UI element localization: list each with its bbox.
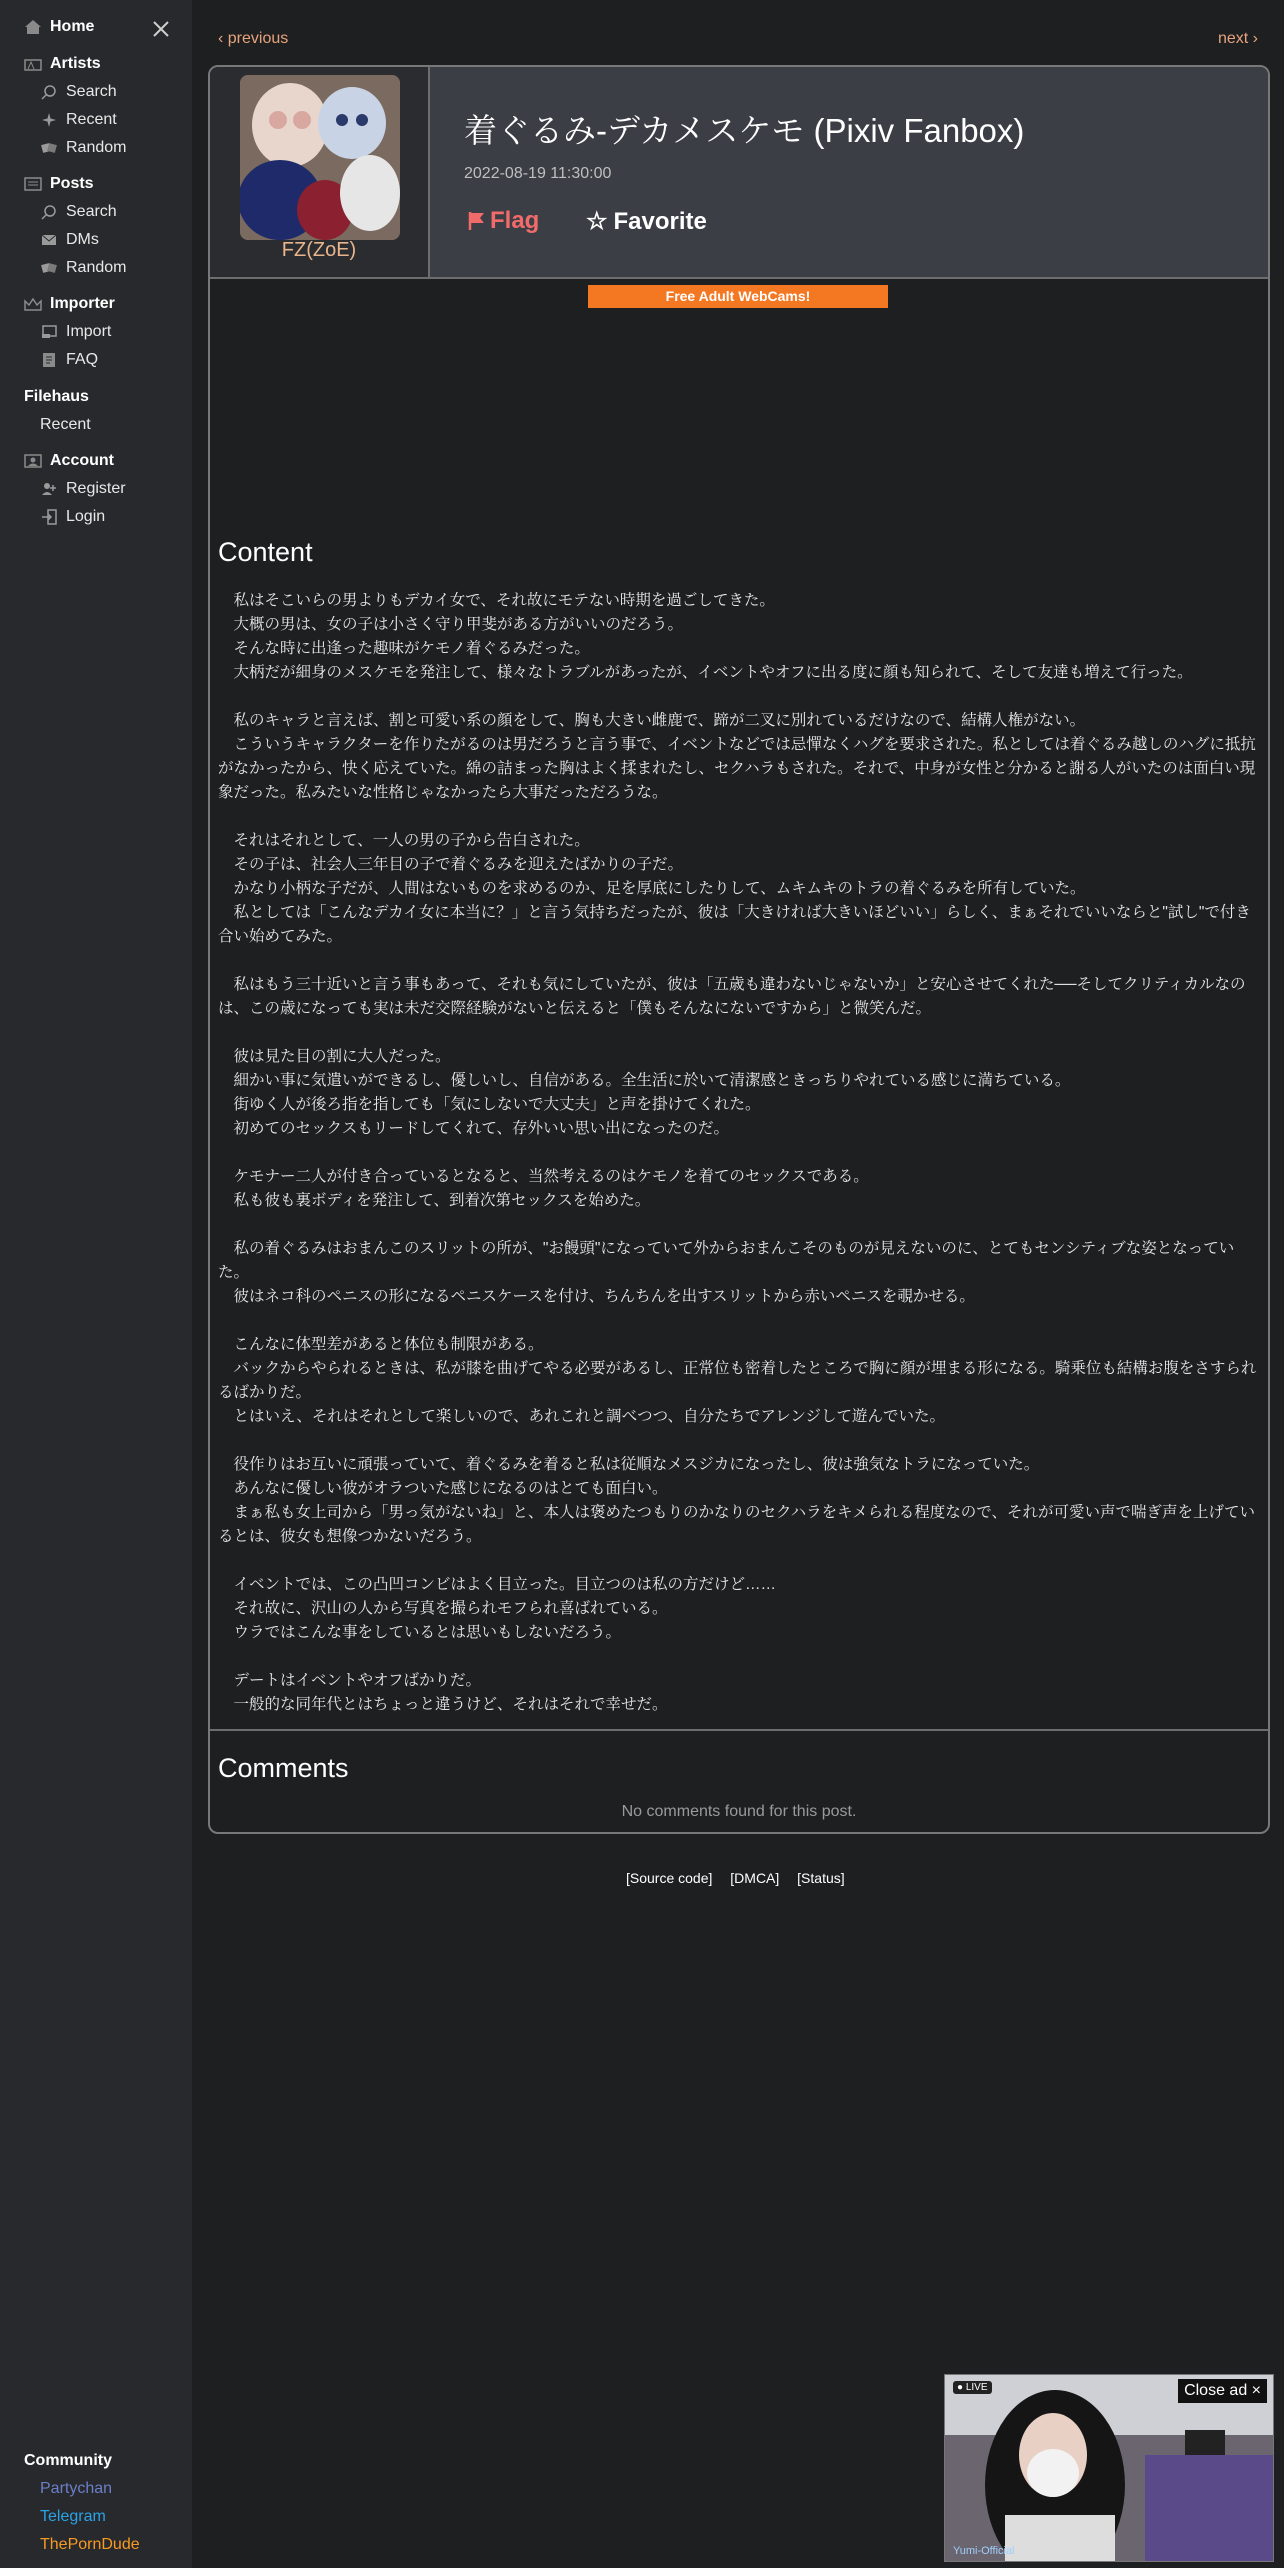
posts-icon [24, 177, 42, 191]
sidebar [0, 0, 192, 2568]
sidebar-item-register[interactable] [40, 480, 126, 498]
sidebar-item-label: Recent [40, 416, 91, 433]
post-card [208, 65, 1270, 1834]
content-line: 一般的な同年代とはちょっと違うけど、それはそれで幸せだ。 [218, 1696, 668, 1713]
flag-label: Flag [490, 207, 540, 234]
content-line: デートはイベントやオフばかりだ。 [218, 1672, 482, 1689]
sidebar-item-filehaus-recent[interactable] [40, 416, 91, 434]
sidebar-community-title: Community [24, 2452, 112, 2469]
paragraph-gap [218, 805, 1260, 829]
content-heading: Content [218, 537, 313, 567]
sidebar-section-account [24, 452, 114, 470]
post-header [210, 67, 1268, 279]
content-line: こんなに体型差があると体位も制限がある。 [218, 1336, 544, 1353]
sidebar-item-label: Recent [66, 111, 117, 128]
sidebar-item-label: Search [66, 203, 117, 220]
artist-thumbnail[interactable] [210, 67, 430, 277]
importer-icon [24, 297, 42, 311]
webcam-ad-banner[interactable]: Free Adult WebCams! [588, 285, 888, 308]
live-badge: ● LIVE [953, 2381, 992, 2394]
flag-icon [468, 211, 486, 231]
sidebar-section-filehaus [24, 388, 89, 406]
next-link[interactable]: next › [1217, 30, 1258, 47]
sidebar-section-posts [24, 175, 94, 193]
content-line: 彼は見た目の割に大人だった。 [218, 1048, 451, 1065]
comments-heading: Comments [218, 1753, 349, 1783]
sidebar-home-label: Home [50, 18, 95, 35]
register-icon [40, 482, 58, 496]
source-code-link[interactable]: [Source code] [626, 1870, 713, 1886]
content-line: 大柄だが細身のメスケモを発注して、様々なトラブルがあったが、イベントやオフに出る度に顔も知られて、そして友達も増えて行った。 [218, 664, 1193, 681]
close-icon[interactable] [152, 20, 170, 38]
sidebar-item-label: Register [66, 480, 126, 497]
content-line: 彼はネコ科のペニスの形になるペニスケースを付け、ちんちんを出すスリットから赤いペニスを覗かせる。 [218, 1288, 975, 1305]
paragraph-gap [218, 685, 1260, 709]
sidebar-item-artists-recent[interactable] [40, 111, 117, 129]
sidebar-item-posts-dms[interactable] [40, 231, 99, 249]
paragraph-gap [218, 1213, 1260, 1237]
paragraph-gap [218, 1309, 1260, 1333]
content-line: 私としては「こんなデカイ女に本当に？」と言う気持ちだったが、彼は「大きければ大きいほどいい」らしく、まぁそれでいいならと"試し"で付き合い始めてみた。 [218, 904, 1251, 945]
artist-avatar [240, 75, 400, 240]
paragraph-gap [218, 1021, 1260, 1045]
sidebar-account-title: Account [50, 452, 114, 469]
content-line: それ故に、沢山の人から写真を撮られモフられ喜ばれている。 [218, 1600, 668, 1617]
sidebar-item-home[interactable] [24, 18, 94, 36]
ad-username: Yumi-Official [953, 2545, 1015, 2557]
favorite-button[interactable] [586, 207, 707, 236]
footer-links [626, 1870, 859, 1886]
content-line: ケモナー二人が付き合っているとなると、当然考えるのはケモノを着てのセックスである。 [218, 1168, 869, 1185]
artists-icon [24, 57, 42, 71]
paragraph-gap [218, 949, 1260, 973]
content-line: 私のキャラと言えば、割と可愛い系の顔をして、胸も大きい雌鹿で、蹄が二叉に別れているだけなので、結構人権がない。 [218, 712, 1086, 729]
star-icon: ☆ [586, 208, 608, 235]
content-line: あんなに優しい彼がオラついた感じになるのはとても面白い。 [218, 1480, 668, 1497]
status-link[interactable]: [Status] [797, 1870, 845, 1886]
post-date: 2022-08-19 11:30:00 [464, 165, 612, 182]
sidebar-section-artists [24, 55, 101, 73]
sidebar-item-posts-search[interactable] [40, 203, 117, 221]
sidebar-item-import[interactable] [40, 323, 111, 341]
content-line: まぁ私も女上司から「男っ気がないね」と、本人は褒めたつもりのかなりのセクハラをキメられる程度なので、それが可愛い声で喘ぎ声を上げているとは、彼女も想像つかないだろう。 [218, 1504, 1255, 1545]
sidebar-item-label: DMs [66, 231, 99, 248]
paragraph-gap [218, 1549, 1260, 1573]
sidebar-item-login[interactable] [40, 508, 105, 526]
content-line: 私も彼も裏ボディを発注して、到着次第セックスを始めた。 [218, 1192, 651, 1209]
account-icon [24, 454, 42, 468]
paragraph-gap [218, 1645, 1260, 1669]
sidebar-posts-title: Posts [50, 175, 94, 192]
content-line: とはいえ、それはそれとして楽しいので、あれこれと調べつつ、自分たちでアレンジして遊んでいた。 [218, 1408, 945, 1425]
content-line: イベントでは、この凸凹コンビはよく目立った。目立つのは私の方だけど…… [218, 1576, 777, 1593]
sidebar-section-importer [24, 295, 115, 313]
content-line: こういうキャラクターを作りたがるのは男だろうと言う事で、イベントなどでは忌憚なくハグを要求された。私としては着ぐるみ越しのハグに抵抗がなかったから、快く応えていた。綿の詰まった胸はよく揉まれたし、セクハラもされた。それで、中身が女性と分かると謝る人がいたのは面白い現象だった。私みたいな性格じゃなかったら大事だっただろうな。 [218, 736, 1256, 801]
sidebar-filehaus-title: Filehaus [24, 388, 89, 405]
home-icon [24, 20, 42, 34]
sidebar-item-label: Import [66, 323, 112, 340]
content-line: 私はそこいらの男よりもデカイ女で、それ故にモテない時期を過ごしてきた。 [218, 592, 775, 609]
video-ad[interactable] [944, 2374, 1274, 2562]
content-line: 私の着ぐるみはおまんこのスリットの所が、"お饅頭"になっていて外からおまんこそのものが見えないのに、とてもセンシティブな姿となっていた。 [218, 1240, 1235, 1281]
content-line: 役作りはお互いに頑張っていて、着ぐるみを着ると私は従順なメスジカになったし、彼は強気なトラになっていた。 [218, 1456, 1040, 1473]
favorite-label: Favorite [613, 207, 707, 235]
post-title: 着ぐるみ-デカメスケモ (Pixiv Fanbox) [464, 112, 1025, 149]
content-line: その子は、社会人三年目の子で着ぐるみを迎えたばかりの子だ。 [218, 856, 684, 873]
content-body [218, 589, 1260, 1717]
mail-icon [40, 233, 58, 247]
community-link-partychan[interactable]: Partychan [40, 2480, 113, 2497]
sidebar-item-label: Random [66, 139, 127, 156]
sidebar-artists-title: Artists [50, 55, 101, 72]
content-line: ウラではこんな事をしているとは思いもしないだろう。 [218, 1624, 622, 1641]
content-line: 大概の男は、女の子は小さく守り甲斐がある方がいいのだろう。 [218, 616, 684, 633]
import-icon [40, 325, 58, 339]
content-line: バックからやられるときは、私が膝を曲げてやる必要があるし、正常位も密着したところで胸に顔が埋まる形になる。騎乗位も結構お腹をさすられるばかりだ。 [218, 1360, 1257, 1401]
divider [210, 1729, 1268, 1731]
sidebar-item-posts-random[interactable] [40, 259, 126, 277]
previous-link[interactable]: ‹ previous [218, 30, 289, 47]
sidebar-item-label: Login [66, 508, 106, 525]
community-link-theporndude[interactable]: ThePornDude [40, 2536, 140, 2553]
content-line: 私はもう三十近いと言う事もあって、それも気にしていたが、彼は「五歳も違わないじゃないか」と安心させてくれた──そしてクリティカルなのは、この歳になっても実は未だ交際経験がないと伝えると「僕もそんなにないですから」と微笑んだ。 [218, 976, 1246, 1017]
sidebar-section-community [24, 2452, 112, 2470]
dice-icon [40, 261, 58, 275]
faq-icon [40, 353, 58, 367]
dmca-link[interactable]: [DMCA] [730, 1870, 780, 1886]
no-comments-text: No comments found for this post. [621, 1803, 857, 1820]
content-line: 細かい事に気遣いができるし、優しいし、自信がある。全生活に於いて清潔感ときっちりやれている感じに満ちている。 [218, 1072, 1071, 1089]
search-icon [40, 205, 58, 219]
close-ad-button[interactable]: Close ad × [1178, 2379, 1267, 2403]
dice-icon [40, 141, 58, 155]
paragraph-gap [218, 1141, 1260, 1165]
content-line: 街ゆく人が後ろ指を指しても「気にしないで大丈夫」と声を掛けてくれた。 [218, 1096, 761, 1113]
sparkle-icon [40, 113, 58, 127]
content-line: それはそれとして、一人の男の子から告白された。 [218, 832, 590, 849]
search-icon [40, 85, 58, 99]
sidebar-item-label: Random [66, 259, 127, 276]
sidebar-item-label: Search [66, 83, 117, 100]
content-line: そんな時に出逢った趣味がケモノ着ぐるみだった。 [218, 640, 590, 657]
content-line: かなり小柄な子だが、人間はないものを求めるのか、足を厚底にしたりして、ムキムキのトラの着ぐるみを所有していた。 [218, 880, 1086, 897]
sidebar-item-artists-random[interactable] [40, 139, 126, 157]
artist-name[interactable]: FZ(ZoE) [281, 239, 357, 261]
sidebar-item-artists-search[interactable] [40, 83, 117, 101]
login-icon [40, 510, 58, 524]
flag-button[interactable] [468, 207, 539, 235]
sidebar-importer-title: Importer [50, 295, 115, 312]
paragraph-gap [218, 1429, 1260, 1453]
community-link-telegram[interactable]: Telegram [40, 2508, 106, 2525]
sidebar-item-label: FAQ [66, 351, 99, 368]
sidebar-item-faq[interactable] [40, 351, 98, 369]
content-line: 初めてのセックスもリードしてくれて、存外いい思い出になったのだ。 [218, 1120, 730, 1137]
